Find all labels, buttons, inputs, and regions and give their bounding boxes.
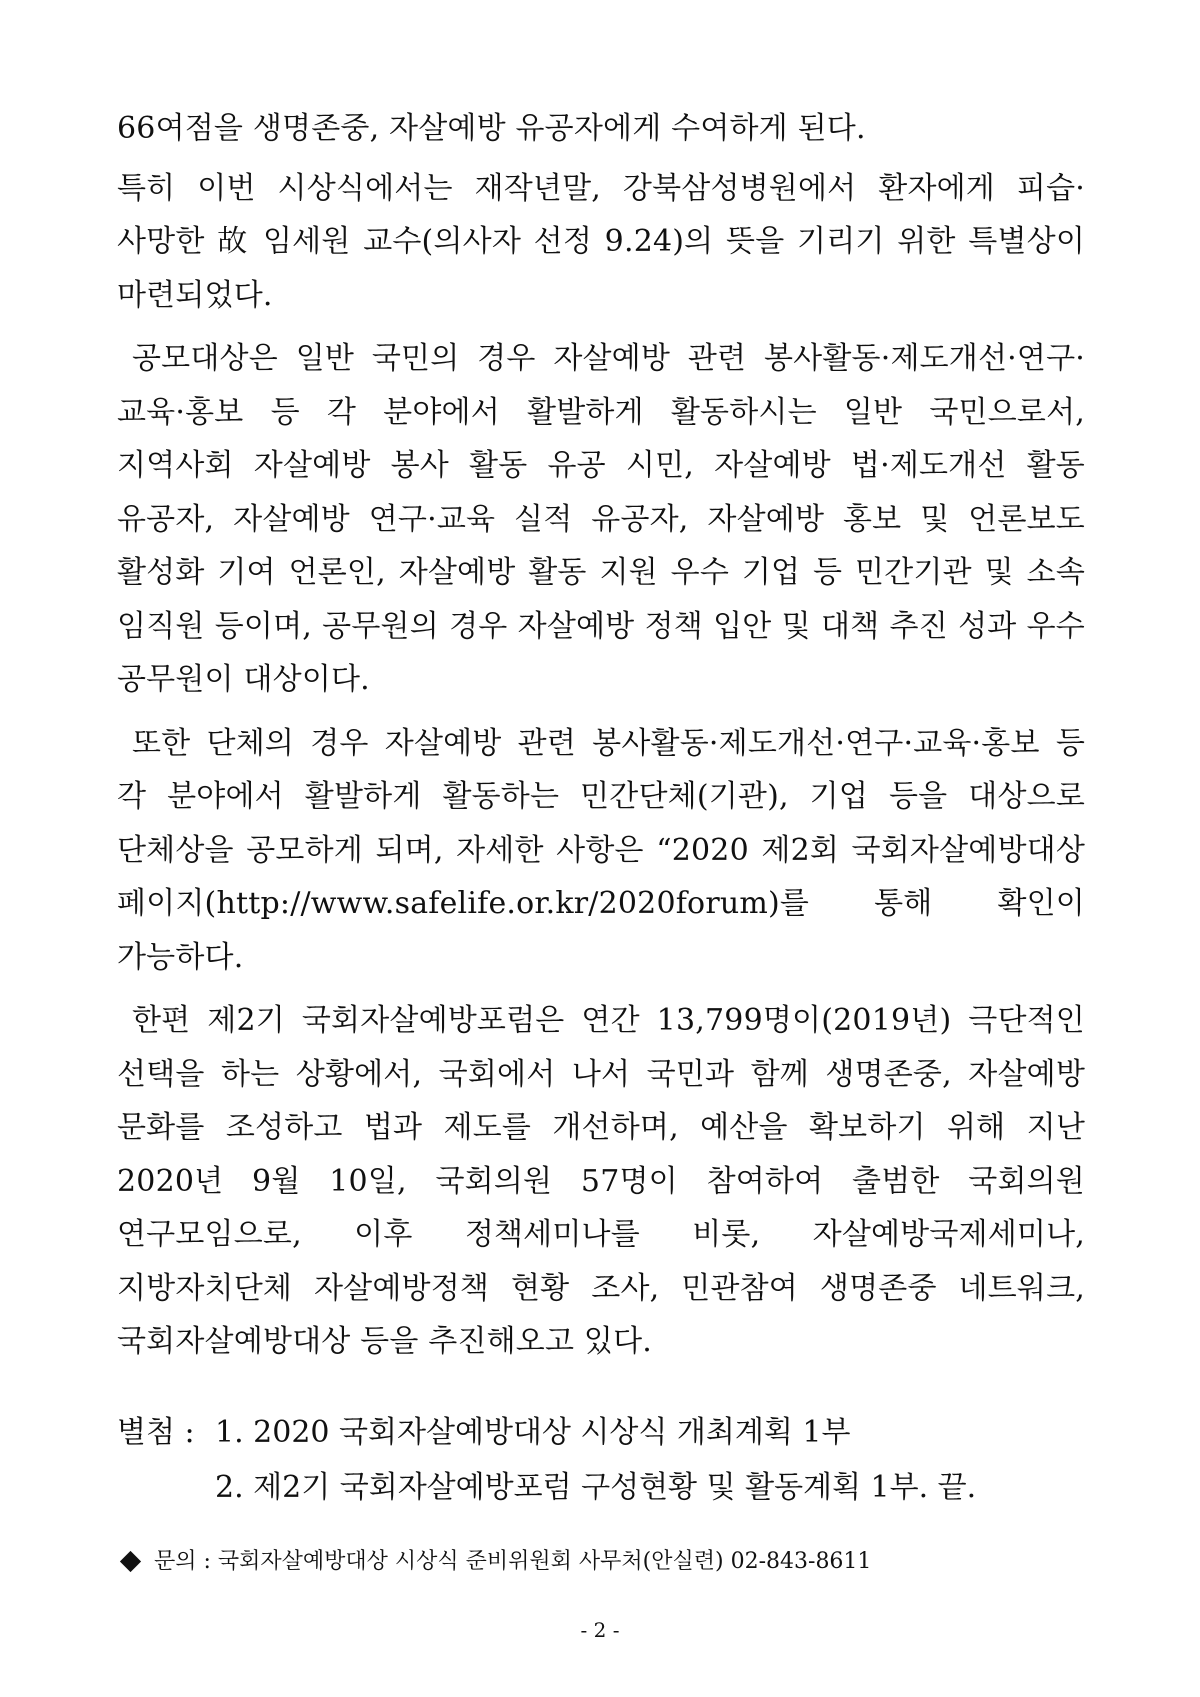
diamond-bullet-icon <box>120 1551 141 1572</box>
paragraph-special-award: 특히 이번 시상식에서는 재작년말, 강북삼성병원에서 환자에게 피습·사망한 故 임세원 교수(의사자 선정 9.24)의 뜻을 기리기 위한 특별상이 마련되었다. <box>117 170 1085 313</box>
inquiry-line <box>117 1547 1085 1577</box>
attachment-item: 1. 2020 국회자살예방대상 시상식 개최계획 1부 <box>215 1414 851 1450</box>
attachment-row-1 <box>117 1405 1085 1460</box>
page-number: - 2 - <box>580 1618 620 1642</box>
attachments-section <box>117 1405 1085 1515</box>
paragraph-forum-overview: 한편 제2기 국회자살예방포럼은 연간 13,799명이(2019년) 극단적인 선택을 하는 상황에서, 국회에서 나서 국민과 함께 생명존중, 자살예방 문화를 조성하고 법과 제도를 개선하며, 예산을 확보하기 위해 지난 2020년 9월 10일, 국회의원 57명이 참여하여 출범한 국회의원 연구모임으로, 이후 정책세미나를 비롯, 자살예방국제세미나, 지방자치단체 자살예방정책 현황 조사, 민관참여 생명존중 네트워크, 국회자살예방대상 등을 추진해오고 있다. <box>117 1003 1085 1359</box>
paragraph-eligibility-individuals: 공모대상은 일반 국민의 경우 자살예방 관련 봉사활동·제도개선·연구·교육·홍보 등 각 분야에서 활발하게 활동하시는 일반 국민으로서, 지역사회 자살예방 봉사 활동 유공 시민, 자살예방 법·제도개선 활동 유공자, 자살예방 연구·교육 실적 유공자, 자살예방 홍보 및 언론보도 활성화 기여 언론인, 자살예방 활동 지원 우수 기업 등 민간기관 및 소속 임직원 등이며, 공무원의 경우 자살예방 정책 입안 및 대책 추진 성과 우수 공무원이 대상이다. <box>117 341 1085 697</box>
paragraph-continuation: 66여점을 생명존중, 자살예방 유공자에게 수여하게 된다. <box>117 111 866 146</box>
attachments-label: 별첨 : <box>117 1414 195 1450</box>
document-body <box>117 102 1085 1577</box>
attachment-row-2 <box>117 1460 1085 1515</box>
inquiry-text: 문의 : 국회자살예방대상 시상식 준비위원회 사무처(안실련) 02-843-8611 <box>154 1548 872 1574</box>
attachment-item: 2. 제2기 국회자살예방포럼 구성현황 및 활동계획 1부. 끝. <box>215 1469 977 1505</box>
paragraph-eligibility-groups: 또한 단체의 경우 자살예방 관련 봉사활동·제도개선·연구·교육·홍보 등 각 분야에서 활발하게 활동하는 민간단체(기관), 기업 등을 대상으로 단체상을 공모하게 되며, 자세한 사항은 “2020 제2회 국회자살예방대상 페이지(http://www.safelife.or.kr/2020forum)를 통해 확인이 가능하다. <box>117 725 1085 975</box>
